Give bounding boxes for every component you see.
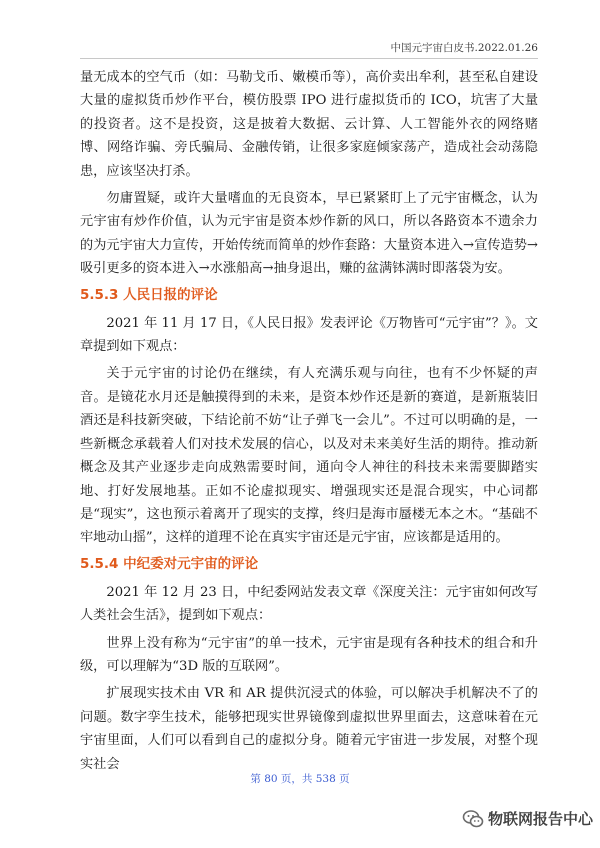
watermark-text: 物联网报告中心 — [488, 810, 594, 828]
wechat-icon — [462, 809, 484, 829]
body-paragraph: 量无成本的空气币（如：马勒戈币、嫩模币等），高价卖出牟利，甚至私自建设大量的虚拟货币炒作平台，模仿股票 IPO 进行虚拟货币的 ICO，坑害了大量的投资者。这不是投资，这是披着大数据、云计算、人工智能外衣的网络赌博、网络诈骗、旁氏骗局、金融传销，让很多家庭倾家荡产，造成社会动荡隐患，应该坚决打杀。 — [80, 70, 538, 179]
body-paragraph: 扩展现实技术由 VR 和 AR 提供沉浸式的体验，可以解决手机解决不了的问题。数字孪生技术，能够把现实世界镜像到虚拟世界里面去，这意味着在元宇宙里面，人们可以看到自己的虚拟分身。随着元宇宙进一步发展，对整个现实社会 — [80, 686, 538, 772]
body-paragraph: 2021 年 12 月 23 日，中纪委网站发表文章《深度关注：元宇宙如何改写人类社会生活》，提到如下观点： — [80, 584, 538, 624]
body-paragraph: 世界上没有称为“元宇宙”的单一技术，元宇宙是现有各种技术的组合和升级，可以理解为“3D 版的互联网”。 — [80, 635, 538, 674]
body-paragraph: 勿庸置疑，或许大量嗜血的无良资本，早已紧紧盯上了元宇宙概念，认为元宇宙有炒作价值，认为元宇宙是资本炒作新的风口，所以各路资本不遗余力的为元宇宙大力宣传，开始传统而简单的炒作套路：大量资本进入→宣传造势→吸引更多的资本进入→水涨船高→抽身退出，赚的盆满钵满时即落袋为安。 — [80, 191, 538, 277]
running-header: 中国元宇宙白皮书.2022.01.26 — [390, 42, 538, 54]
page-body — [80, 66, 538, 778]
header-divider — [80, 58, 538, 59]
source-watermark — [462, 808, 593, 829]
section-heading-5-5-4: 5.5.4 中纪委对元宇宙的评论 — [80, 555, 259, 572]
page-number: 第 80 页，共 538 页 — [250, 773, 350, 785]
section-heading-5-5-3: 5.5.3 人民日报的评论 — [80, 286, 218, 303]
body-paragraph: 2021 年 11 月 17 日，《人民日报》发表评论《万物皆可“元宇宙”？》。文章提到如下观点： — [80, 315, 538, 355]
body-paragraph: 关于元宇宙的讨论仍在继续，有人充满乐观与向往，也有不少怀疑的声音。是镜花水月还是触摸得到的未来，是资本炒作还是新的赛道，是新瓶装旧酒还是科技新突破，下结论前不妨“让子弹飞一会儿”。不过可以明确的是，一些新概念承载着人们对技术发展的信心，以及对未来美好生活的期待。推动新概念及其产业逐步走向成熟需要时间，通向令人神往的科技未来需要脚踏实地、打好发展地基。正如不论虚拟现实、增强现实还是混合现实，中心词都是“现实”，这也预示着离开了现实的支撑，终归是海市蜃楼无本之木。“基础不牢地动山摇”，这样的道理不论在真实宇宙还是元宇宙，应该都是适用的。 — [80, 366, 538, 546]
